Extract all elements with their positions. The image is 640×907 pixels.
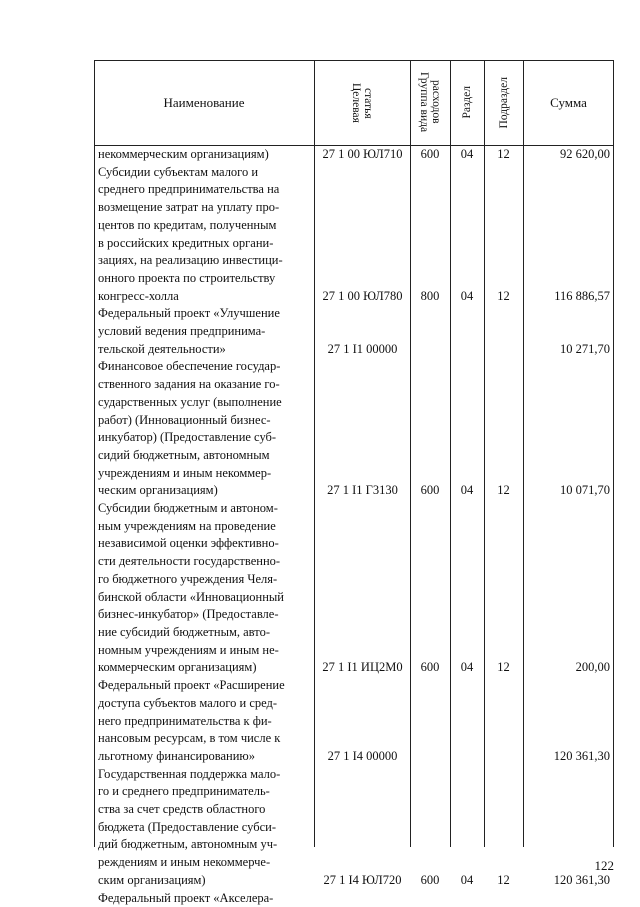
name-line: ным учреждениям на проведение (98, 518, 276, 533)
name-line: ским организациям) (98, 872, 206, 887)
sum-cell: 116 886,57 (554, 288, 610, 303)
name-line: инкубатор) (Предоставление суб- (98, 430, 277, 445)
name-line: реждениям и иным некоммерче- (98, 855, 271, 870)
name-line: ческим организациям) (98, 483, 218, 498)
name-line: сти деятельности государственно- (98, 554, 281, 569)
expense-group-cell: 600 (420, 147, 440, 161)
header-sum: Сумма (550, 94, 587, 110)
name-line: онного проекта по строительству (98, 270, 276, 285)
sum-cell: 92 620,00 (560, 147, 610, 161)
name-line: Финансовое обеспечение государ- (98, 359, 281, 374)
subsection-cell: 12 (497, 147, 510, 161)
page-number: 122 (594, 858, 614, 873)
name-line: дий бюджетным, автономным уч- (98, 837, 278, 852)
name-line: ственного задания на оказание го- (98, 377, 280, 392)
name-line: возмещение затрат на уплату про- (98, 200, 280, 215)
name-line: Субсидии бюджетным и автоном- (98, 501, 278, 516)
name-line: в российских кредитных органи- (98, 235, 274, 250)
target-article-cell: 27 1 00 ЮЛ710 (322, 147, 403, 161)
name-line: работ) (Инновационный бизнес- (98, 412, 271, 427)
section-cell: 04 (460, 872, 474, 887)
expense-group-cell: 600 (420, 483, 440, 498)
table-border-left (94, 60, 95, 847)
header-name: Наименование (163, 94, 245, 110)
name-line: сидий бюджетным, автономным (98, 447, 270, 462)
name-line: бизнес-инкубатор» (Предоставле- (98, 607, 279, 622)
subsection-cell: 12 (497, 872, 510, 887)
name-line: некоммерческим организациям) (98, 147, 269, 161)
subsection-cell: 12 (497, 288, 510, 303)
name-line: бинской области «Инновационный (98, 589, 284, 604)
section-cell: 04 (460, 147, 474, 161)
name-line: сударственных услуг (выполнение (98, 394, 282, 409)
target-article-cell: 27 1 I4 ЮЛ720 (323, 872, 402, 887)
name-line: него предпринимательства к фи- (98, 713, 272, 728)
section-cell: 04 (460, 660, 474, 675)
name-line: го бюджетного учреждения Челя- (98, 571, 278, 586)
name-line: зациях, на реализацию инвестици- (98, 253, 283, 268)
name-line: коммерческим организациям) (98, 660, 257, 675)
budget-table (94, 60, 614, 905)
sum-cell: 120 361,30 (553, 748, 610, 763)
target-article-cell: 27 1 I1 00000 (327, 341, 398, 356)
name-line: условий ведения предпринима- (98, 324, 266, 339)
name-line: нансовым ресурсам, в том числе к (98, 731, 281, 746)
name-column (98, 146, 308, 907)
column-divider (523, 60, 524, 847)
name-line: Субсидии субъектам малого и (98, 164, 259, 179)
name-line: номным учреждениям и иным не- (98, 642, 279, 657)
name-line: ства за счет средств областного (98, 802, 266, 817)
column-divider (314, 60, 315, 847)
name-line: учреждениям и иным некоммер- (98, 465, 272, 480)
section-cell: 04 (460, 483, 474, 498)
section-cell: 04 (460, 288, 474, 303)
expense-group-cell: 800 (420, 288, 440, 303)
header-target-article: Целевая статья (350, 82, 374, 123)
name-line: центов по кредитам, полученным (98, 217, 277, 232)
name-line: Федеральный проект «Акселера- (98, 890, 274, 905)
sum-cell: 10 271,70 (560, 341, 610, 356)
name-line: ние субсидий бюджетным, авто- (98, 624, 270, 639)
sum-cell: 120 361,30 (553, 872, 610, 887)
name-line: бюджета (Предоставление субси- (98, 819, 276, 834)
subsection-cell: 12 (497, 483, 510, 498)
column-divider (484, 60, 485, 847)
sum-cell: 200,00 (575, 660, 610, 675)
name-line: конгресс-холла (98, 288, 179, 303)
sum-cell: 10 071,70 (560, 483, 610, 498)
column-divider (450, 60, 451, 847)
name-line: среднего предпринимательства на (98, 182, 280, 197)
name-line: тельской деятельности» (98, 341, 226, 356)
column-divider (410, 60, 411, 847)
target-article-cell: 27 1 I1 Г3130 (327, 483, 398, 498)
table-border-right (613, 60, 614, 847)
expense-group-cell: 600 (420, 660, 440, 675)
target-article-cell: 27 1 I4 00000 (327, 748, 398, 763)
name-line: доступа субъектов малого и сред- (98, 695, 278, 710)
target-article-cell: 27 1 00 ЮЛ780 (322, 288, 403, 303)
name-line: Государственная поддержка мало- (98, 766, 281, 781)
header-section: Раздел (461, 86, 473, 119)
name-line: независимой оценки эффективно- (98, 536, 279, 551)
name-line: Федеральный проект «Расширение (98, 678, 285, 693)
name-line: го и среднего предприниматель- (98, 784, 270, 799)
target-article-cell: 27 1 I1 ИЦ2М0 (322, 660, 403, 675)
name-line: Федеральный проект «Улучшение (98, 306, 280, 321)
header-subsection: Подраздел (497, 76, 510, 129)
subsection-cell: 12 (497, 660, 510, 675)
name-line: льготному финансированию» (98, 748, 255, 763)
header-expense-group: Группа вида расходов (418, 72, 442, 133)
expense-group-cell: 600 (420, 872, 440, 887)
